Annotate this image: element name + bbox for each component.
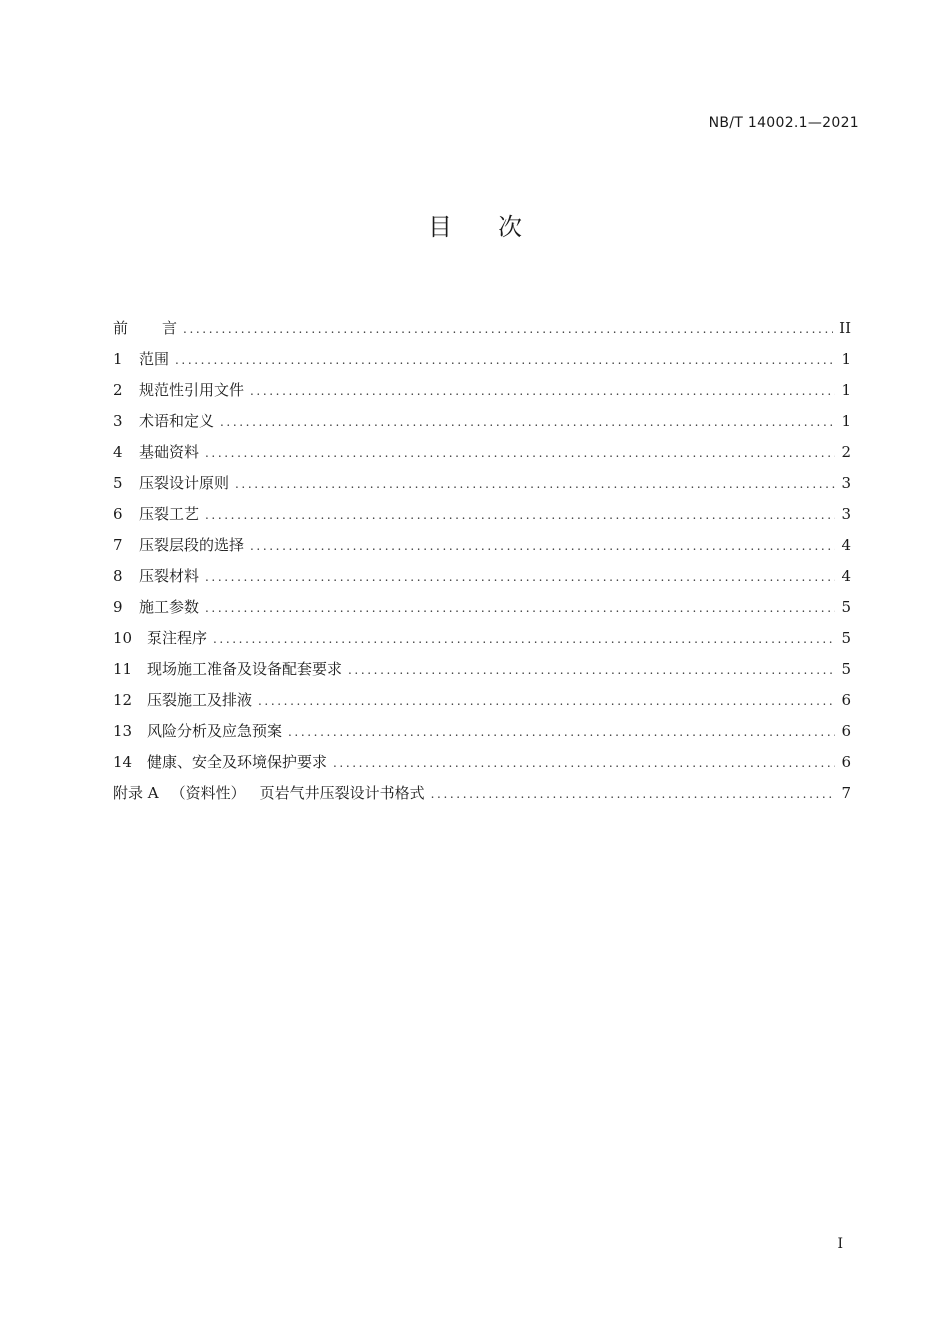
toc-leader-dots [205, 446, 835, 460]
toc-entry-3[interactable] [113, 410, 851, 441]
standard-code: NB/T 14002.1—2021 [708, 115, 859, 131]
page-number: I [837, 1236, 843, 1252]
toc-leader-dots [288, 725, 835, 739]
toc-title: 压裂材料 [139, 567, 200, 585]
toc-title: 压裂设计原则 [139, 474, 230, 492]
toc-entry-8[interactable] [113, 565, 851, 596]
toc-leader-dots [220, 415, 835, 429]
toc-title: 压裂施工及排液 [147, 691, 253, 709]
toc-entry-13[interactable] [113, 720, 851, 751]
page-title [0, 207, 950, 242]
toc-entry-5[interactable] [113, 472, 851, 503]
toc-page-number: 7 [841, 784, 851, 802]
toc-page-number: 5 [841, 629, 851, 647]
toc-number: 2 [113, 381, 123, 399]
toc-page-number: 6 [841, 753, 851, 771]
toc-number: 11 [113, 660, 133, 678]
toc-subtitle: （资料性） [170, 784, 246, 802]
title-char-2: 次 [498, 213, 522, 241]
toc-page-number: 3 [841, 505, 851, 523]
table-of-contents [113, 317, 851, 813]
toc-title: 风险分析及应急预案 [147, 722, 283, 740]
toc-title: 术语和定义 [139, 412, 215, 430]
toc-entry-1[interactable] [113, 348, 851, 379]
toc-leader-dots [250, 539, 835, 553]
toc-leader-dots [213, 632, 835, 646]
title-char-1: 目 [428, 213, 452, 241]
toc-leader-dots [175, 353, 835, 367]
toc-title: 压裂工艺 [139, 505, 200, 523]
toc-number: 附录 A [113, 784, 159, 802]
toc-page-number: 4 [841, 536, 851, 554]
toc-leader-dots [205, 570, 835, 584]
toc-leader-dots [235, 477, 835, 491]
toc-page-number: 6 [841, 722, 851, 740]
toc-leader-dots [431, 787, 835, 801]
toc-entry-4[interactable] [113, 441, 851, 472]
toc-page-number: 1 [841, 350, 851, 368]
toc-leader-dots [258, 694, 835, 708]
toc-number: 1 [113, 350, 123, 368]
toc-entry-14[interactable] [113, 751, 851, 782]
toc-title-b: 言 [162, 319, 178, 337]
toc-entry-11[interactable] [113, 658, 851, 689]
toc-leader-dots [205, 601, 835, 615]
toc-number: 5 [113, 474, 123, 492]
toc-leader-dots [205, 508, 835, 522]
toc-number: 6 [113, 505, 123, 523]
toc-title: 范围 [139, 350, 170, 368]
toc-title: 施工参数 [139, 598, 200, 616]
toc-title: 压裂层段的选择 [139, 536, 245, 554]
toc-page-number: 3 [841, 474, 851, 492]
toc-number: 12 [113, 691, 133, 709]
toc-page-number: II [839, 319, 851, 337]
toc-number: 7 [113, 536, 123, 554]
toc-number: 14 [113, 753, 133, 771]
toc-number: 10 [113, 629, 133, 647]
toc-number: 4 [113, 443, 123, 461]
toc-page-number: 4 [841, 567, 851, 585]
toc-title: 页岩气井压裂设计书格式 [259, 784, 425, 802]
toc-title: 健康、安全及环境保护要求 [147, 753, 328, 771]
toc-page-number: 6 [841, 691, 851, 709]
toc-leader-dots [250, 384, 835, 398]
toc-title: 现场施工准备及设备配套要求 [147, 660, 343, 678]
toc-number: 13 [113, 722, 133, 740]
toc-page-number: 5 [841, 660, 851, 678]
toc-entry-9[interactable] [113, 596, 851, 627]
toc-title-a: 前 [113, 319, 129, 337]
toc-leader-dots [348, 663, 835, 677]
toc-title: 泵注程序 [147, 629, 208, 647]
toc-number: 8 [113, 567, 123, 585]
toc-leader-dots [333, 756, 835, 770]
toc-entry-10[interactable] [113, 627, 851, 658]
toc-page-number: 5 [841, 598, 851, 616]
toc-page-number: 1 [841, 381, 851, 399]
toc-leader-dots [183, 322, 833, 336]
toc-number: 9 [113, 598, 123, 616]
toc-entry-12[interactable] [113, 689, 851, 720]
toc-entry-appendix-a[interactable] [113, 782, 851, 813]
toc-title: 基础资料 [139, 443, 200, 461]
toc-entry-2[interactable] [113, 379, 851, 410]
toc-number: 3 [113, 412, 123, 430]
toc-entry-preface[interactable] [113, 317, 851, 348]
toc-page-number: 2 [841, 443, 851, 461]
toc-entry-6[interactable] [113, 503, 851, 534]
toc-title: 规范性引用文件 [139, 381, 245, 399]
toc-entry-7[interactable] [113, 534, 851, 565]
toc-page-number: 1 [841, 412, 851, 430]
